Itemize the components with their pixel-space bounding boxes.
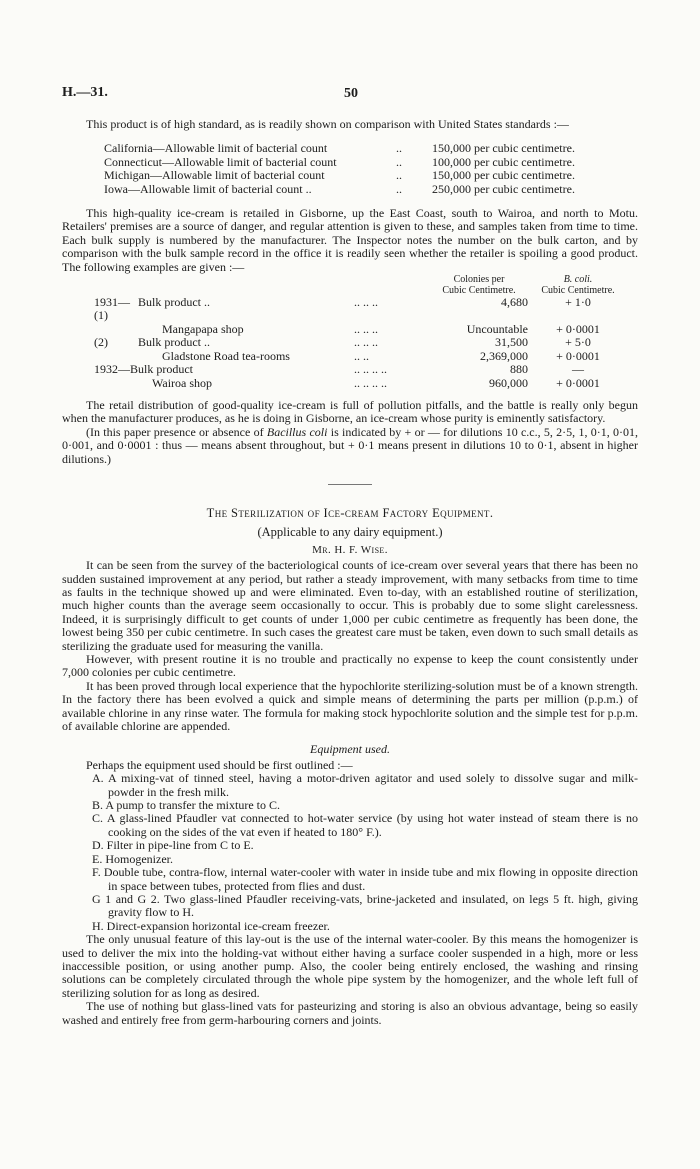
section-title: The Sterilization of Ice-cream Factory Equipment. [206,505,494,520]
example-bcoli: + 1·0 [565,295,591,310]
standard-row [104,156,575,169]
example-bcoli: + 0·0001 [556,348,600,363]
equipment-item: C. A glass-lined Pfaudler vat connected to hot-water service (by using hot water instead of steam there is no cooking on the sides of the vat even if heated to 180° F.). [92,811,638,839]
example-bcoli: — [572,362,584,377]
example-colonies: 31,500 [495,335,528,350]
example-leader: .. .. .. .. [354,362,387,377]
equipment-item: E. Homogenizer. [92,851,173,866]
body-paragraph-3: It has been proved through local experience that the hypochlorite sterilizing-solution must be of a known strength. In the factory there has been evolved a quick and simple means of determining the parts per million (p.p.m.) of available chlorine in any rinse water. The formula for making stock hypochlorite solution and the simple test for p.p.m. of available chlorine are appended. [62,678,638,734]
example-row [94,296,618,323]
example-row [94,350,618,363]
standard-row [104,169,575,182]
examples-table [94,274,618,390]
example-row [94,363,618,376]
intro-paragraph: This product is of high standard, as is readily shown on comparison with United States standards :— [86,117,569,131]
equipment-item: F. Double tube, contra-flow, internal water-cooler with water in inside tube and mix flowing in opposite direction in space between tubes, protected from flies and dust. [92,865,638,893]
colonies-header-line1: Colonies per [453,274,505,286]
standard-label: Connecticut—Allowable limit of bacterial count [104,154,337,169]
example-leader: .. .. .. [354,295,378,310]
equipment-item: G 1 and G 2. Two glass-lined Pfaudler receiving-vats, brine-jacketed and insulated, on legs 5 ft. high, giving gravity flow to H. [92,891,638,920]
example-row [94,323,618,336]
final-paragraph-1: The only unusual feature of this lay-out is the use of the internal water-cooler. By this means the homogenizer is used to deliver the mix into the holding-vat without either having a surface cooler suspended in a high, more or less inaccessible position, or using another pump. Also, the cooler being entirely enclosed, the washing and rinsing solutions can be completely circulated through the whole pipe system by the homogenizer, and the whole left full of sterilizing solution for as long as desired. [62,932,638,1000]
page-content [62,118,638,1027]
us-standards-table [104,142,575,196]
distribution-paragraph: The retail distribution of good-quality ice-cream is full of pollution pitfalls, and the battle is really only begun when the manufacturer produces, as he is doing in Gisborne, an ice-cream whose purity is eminently satisfactory. [62,397,638,426]
example-year: 1932—Bulk product [94,362,193,377]
example-year [94,350,138,363]
equipment-intro: Perhaps the equipment used should be first outlined :— [86,757,353,772]
example-leader: .. .. .. [354,321,378,336]
standard-value: 100,000 per cubic centimetre. [432,154,575,169]
bcoli-header-line1: B. coli. [563,274,593,286]
example-bcoli: + 5·0 [565,335,591,350]
notation-text-2: is indicated by + or — for dilutions 10 c.c., 5, 2·5, 1, 0·1, 0·01, 0·001, and 0·0001 : thus — means absent throughout, but + 0·1 means present in dilutions 10 to 0·1, absent in higher dilutions.) [62,424,639,466]
example-leader: .. .. .. .. [354,375,387,390]
example-name: Bulk product .. [138,335,210,350]
notation-bacillus: Bacillus coli [266,424,328,439]
equipment-item: D. Filter in pipe-line from C to E. [92,838,254,853]
standard-leader: .. [396,141,402,156]
final-paragraph-2: The use of nothing but glass-lined vats for pasteurizing and storing is also an obvious advantage, being so easily washed and entirely free from germ-harbouring corners and joints. [62,999,638,1027]
retail-paragraph: This high-quality ice-cream is retailed in Gisborne, up the East Coast, south to Wairoa, and north to Motu. Retailers' premises are a source of danger, and regular attention is given to these, and samples taken from time to time. Each bulk supply is numbered by the manufacturer. The Inspector notes the number on the bulk carton, and by comparison with the bulk sample record in the office it is readily seen whether the retailer is spoiling a good product. The following examples are given :— [62,206,638,274]
section-divider [328,484,372,485]
standard-value: 250,000 per cubic centimetre. [432,181,575,196]
bcoli-header-line2: Cubic Centimetre. [541,285,615,297]
example-year: (2) [94,335,108,350]
example-colonies: 960,000 [489,375,528,390]
example-colonies: 4,680 [501,295,528,310]
body-paragraph-2: However, with present routine it is no trouble and practically no expense to keep the count consistently under 7,000 colonies per cubic centimetre. [62,652,638,680]
example-bcoli: + 0·0001 [556,375,600,390]
section-subtitle: (Applicable to any dairy equipment.) [257,525,443,540]
example-name: Wairoa shop [152,375,213,390]
body-paragraph-1: It can be seen from the survey of the bacteriological counts of ice-cream over several years that there has been no sudden sustained improvement at any period, but rather a steady improvement, with many setbacks from time to time as faults in the technique showed up and were eliminated. Even to-day, with an established routine of sterilization, much higher counts than the average seem occasionally to occur. This is probably due to some slight carelessness. Indeed, it is surprisingly difficult to get counts of under 1,000 per cubic centimetre as frequently has been done, the lowest being 350 per cubic centimetre. In such cases the greatest care must be taken, even down to such small details as sterilizing the graduate used for measuring the vanilla. [62,558,638,653]
example-row [94,336,618,349]
standard-label: California—Allowable limit of bacterial count [104,141,328,156]
standard-value: 150,000 per cubic centimetre. [432,168,575,183]
section-author: Mr. H. F. Wise. [312,543,388,556]
notation-text-1: (In this paper presence or absence of [86,424,267,439]
example-bcoli: + 0·0001 [556,321,600,336]
example-colonies: 2,369,000 [480,348,528,363]
example-name: Bulk product .. [138,295,210,310]
example-year: 1931—(1) [94,295,130,323]
colonies-header-line2: Cubic Centimetre. [442,285,516,297]
notation-paragraph [62,426,638,466]
example-colonies: 880 [510,362,528,377]
equipment-item: A. A mixing-vat of tinned steel, having a motor-driven agitator and used solely to dissolve sugar and milk-powder in the fresh milk. [92,771,638,799]
example-row [94,377,618,390]
standard-value: 150,000 per cubic centimetre. [432,141,575,156]
page-number: 50 [344,86,358,101]
standard-row [104,183,575,196]
document-code: H.—31. [62,85,108,100]
standard-leader: .. [396,154,402,169]
bcoli-header [538,274,618,296]
equipment-heading: Equipment used. [310,742,390,757]
standard-leader: .. [396,181,402,196]
equipment-item: H. Direct-expansion horizontal ice-cream freezer. [92,918,330,933]
standard-label: Iowa—Allowable limit of bacterial count .. [104,181,312,196]
example-name: Gladstone Road tea-rooms [162,348,290,363]
example-year [94,323,138,336]
standard-leader: .. [396,168,402,183]
example-year [94,377,138,390]
example-leader: .. .. .. [354,335,378,350]
equipment-list [62,772,638,933]
example-leader: .. .. [354,348,369,363]
example-colonies: Uncountable [466,321,528,336]
standard-label: Michigan—Allowable limit of bacterial count [104,168,325,183]
colonies-header [430,274,538,296]
equipment-item: B. A pump to transfer the mixture to C. [92,798,280,813]
standard-row [104,142,575,155]
example-name: Mangapapa shop [162,321,244,336]
